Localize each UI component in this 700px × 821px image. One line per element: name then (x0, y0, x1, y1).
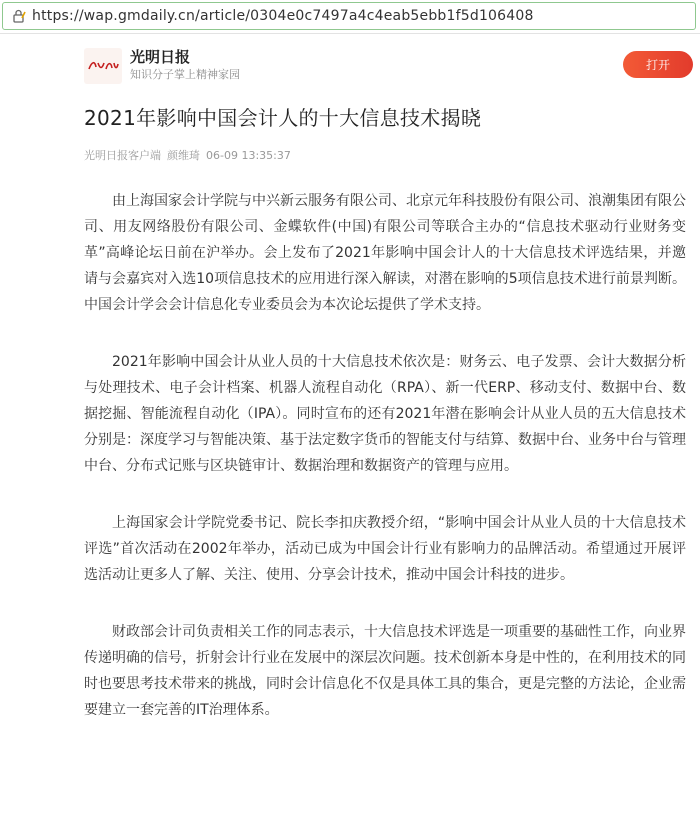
url-text[interactable]: https://wap.gmdaily.cn/article/0304e0c7497a4c4eab5ebb1f5d106408 (32, 8, 534, 24)
article-time: 06-09 13:35:37 (206, 149, 291, 162)
article-paragraph: 上海国家会计学院党委书记、院长李扣庆教授介绍，“影响中国会计从业人员的十大信息技术评选”首次活动在2002年举办，活动已成为中国会计行业有影响力的品牌活动。希望通过开展评选活动让更多人了解、关注、使用、分享会计技术，推动中国会计科技的进步。 (84, 515, 686, 583)
article-source: 光明日报客户端 (84, 149, 161, 162)
article-body (84, 188, 686, 754)
article-paragraph: 2021年影响中国会计从业人员的十大信息技术依次是：财务云、电子发票、会计大数据分析与处理技术、电子会计档案、机器人流程自动化（RPA）、新一代ERP、移动支付、数据中台、数据挖掘、智能流程自动化（IPA）。同时宣布的还有2021年潜在影响会计从业人员的五大信息技术分别是：深度学习与智能决策、基于法定数字货币的智能支付与结算、数据中台、业务中台与管理中台、分布式记账与区块链审计、数据治理和数据资产的管理与应用。 (84, 354, 686, 474)
gmdaily-logo-icon (86, 57, 120, 75)
open-app-button[interactable]: 打开 (623, 51, 693, 78)
article-author: 颜维琦 (167, 149, 200, 162)
article-title: 2021年影响中国会计人的十大信息技术揭晓 (84, 106, 482, 130)
url-field[interactable] (2, 2, 696, 30)
article-paragraph: 财政部会计司负责相关工作的同志表示，十大信息技术评选是一项重要的基础性工作，向业界传递明确的信号，折射会计行业在发展中的深层次问题。技术创新本身是中性的，在利用技术的同时也要思考技术带来的挑战，同时会计信息化不仅是具体工具的集合，更是完整的方法论，企业需要建立一套完善的IT治理体系。 (84, 624, 686, 718)
article-meta (84, 147, 297, 163)
app-slogan: 知识分子掌上精神家园 (130, 68, 240, 81)
article-paragraph: 由上海国家会计学院与中兴新云服务有限公司、北京元年科技股份有限公司、浪潮集团有限公司、用友网络股份有限公司、金蝶软件(中国)有限公司等联合主办的“信息技术驱动行业财务变革”高峰论坛日前在沪举办。会上发布了2021年影响中国会计人的十大信息技术评选结果，并邀请与会嘉宾对入选10项信息技术的应用进行深入解读，对潜在影响的5项信息技术进行前景判断。中国会计学会会计信息化专业委员会为本次论坛提供了学术支持。 (84, 193, 686, 313)
app-logo (84, 48, 122, 84)
browser-address-bar (0, 0, 700, 34)
app-name: 光明日报 (130, 48, 191, 66)
insecure-lock-icon[interactable] (12, 9, 26, 23)
app-download-banner (0, 34, 700, 94)
